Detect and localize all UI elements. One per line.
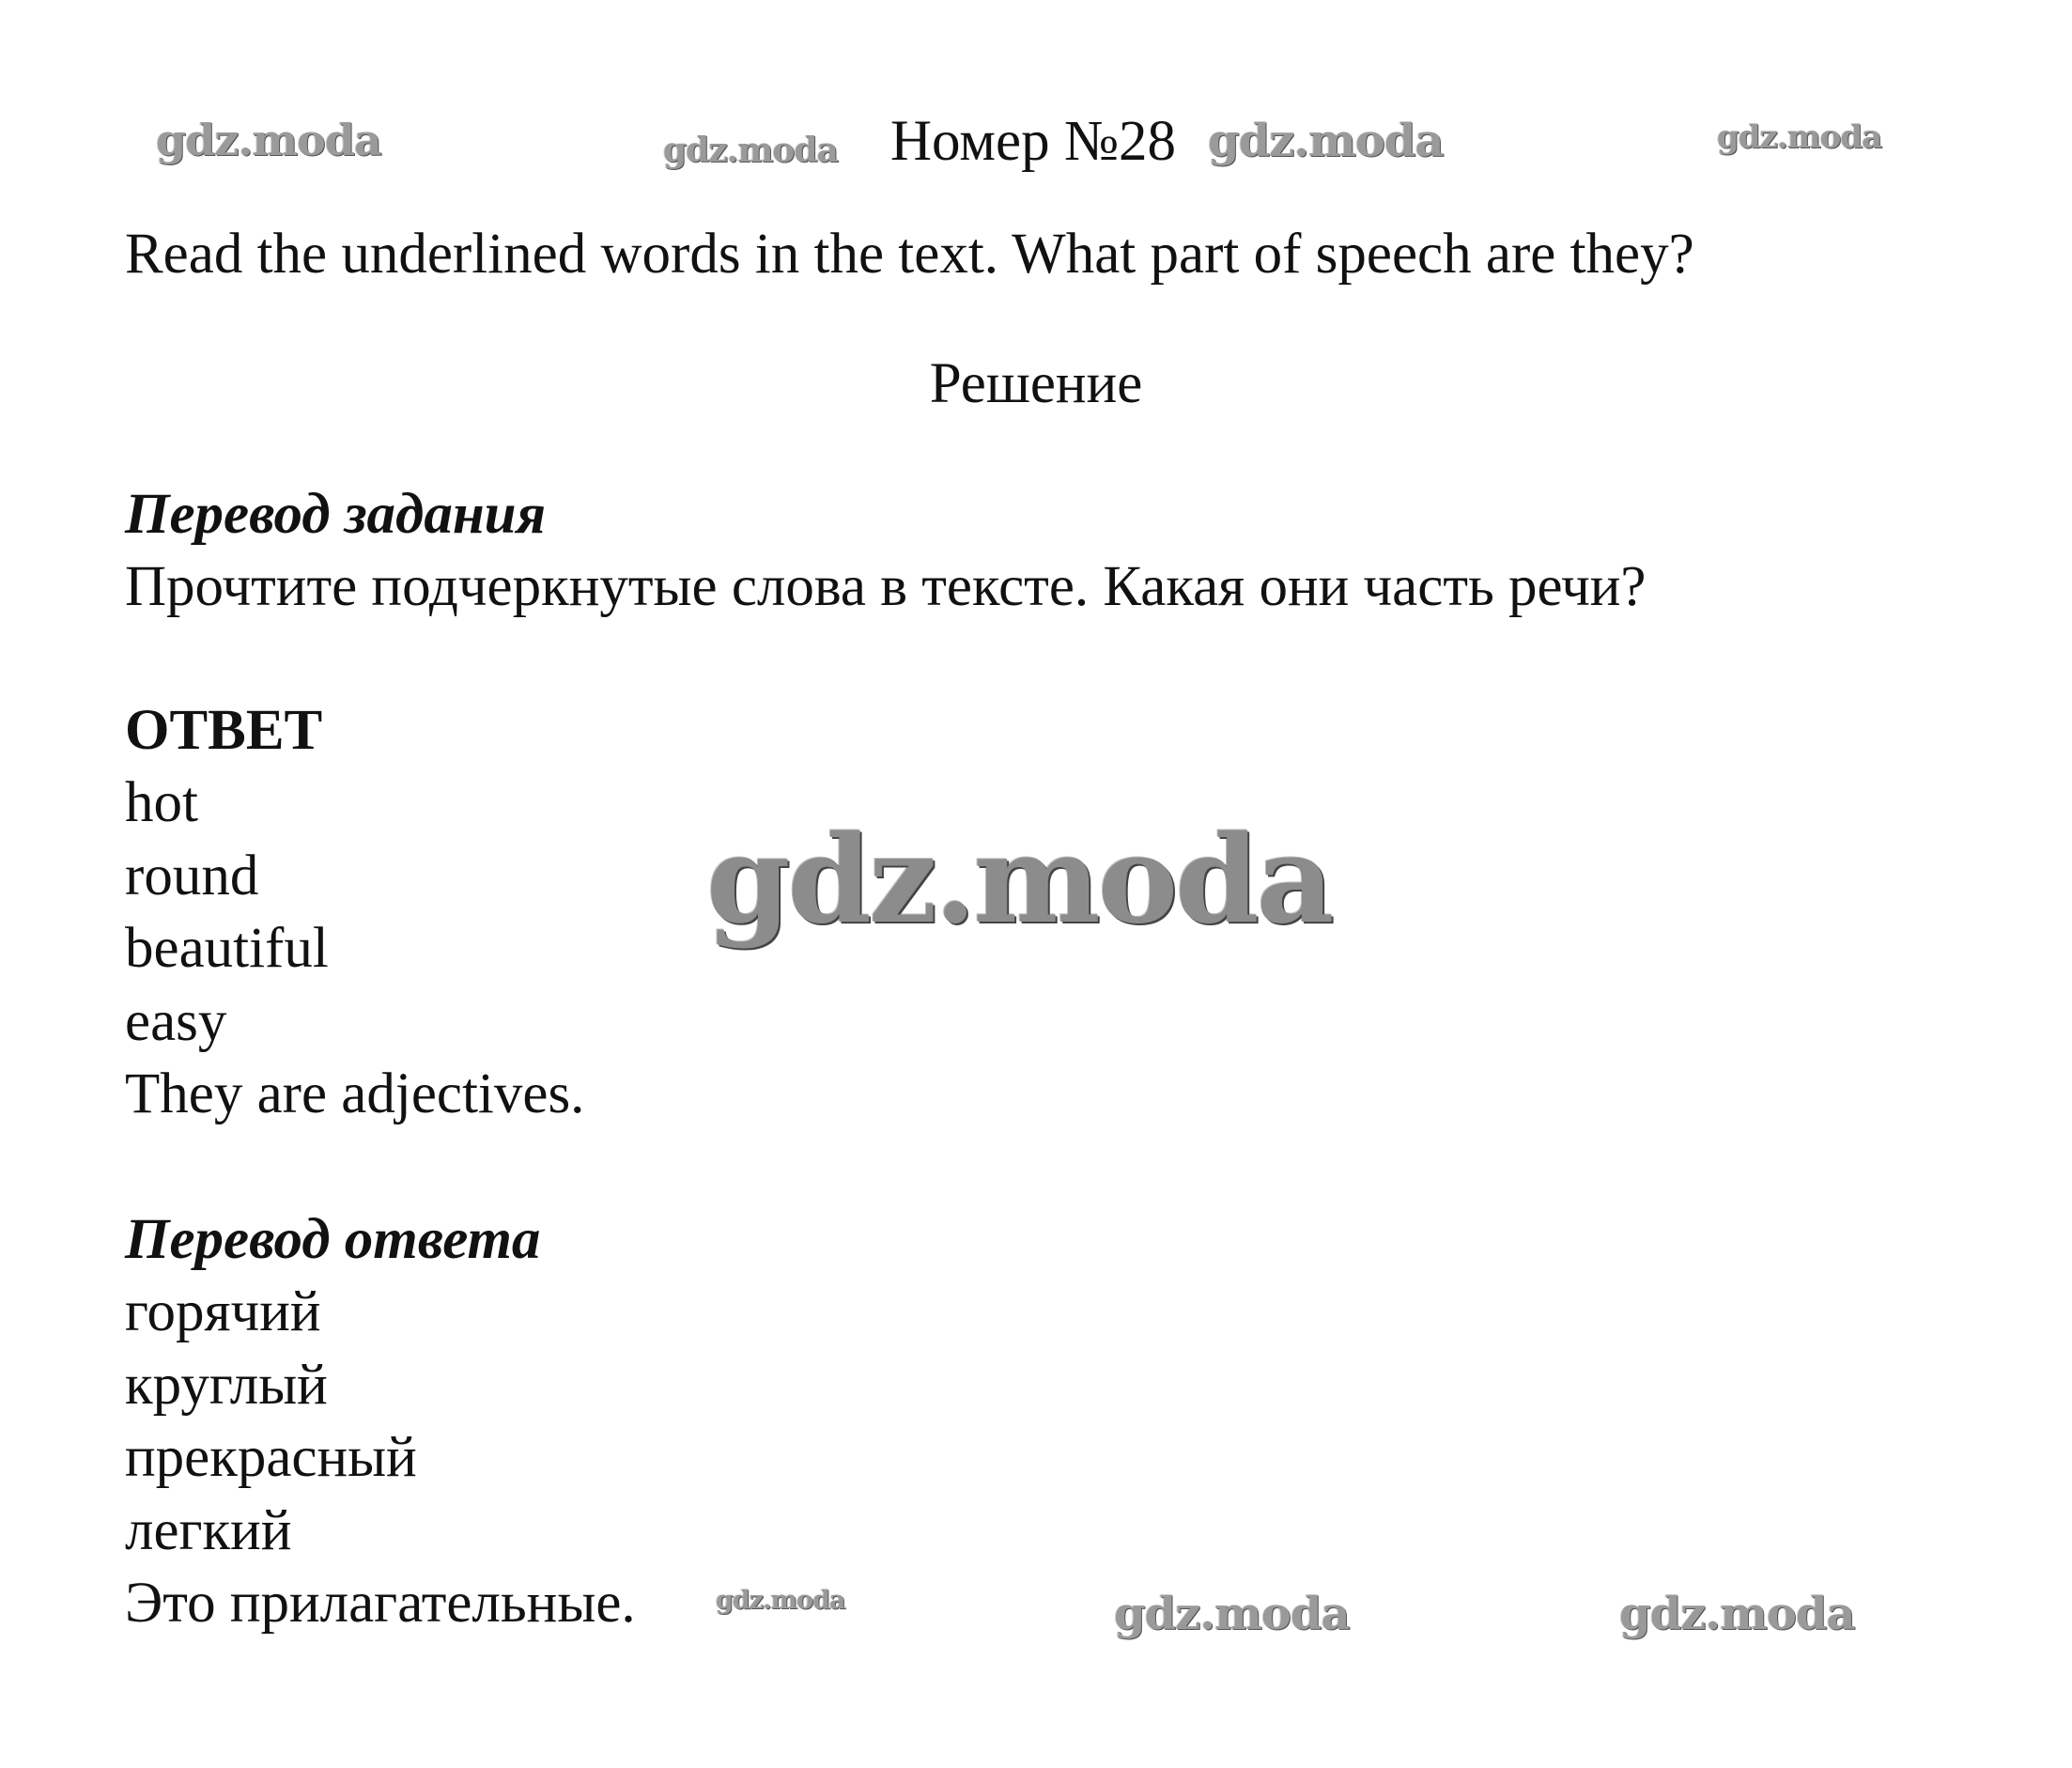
answer-line: beautiful (125, 917, 329, 980)
translation-answer-heading: Перевод ответа (125, 1208, 541, 1271)
answer-line: easy (125, 990, 227, 1053)
watermark: gdz.moda (1619, 1588, 1855, 1640)
page-title: Номер №28 (890, 110, 1177, 173)
translation-answer-line: Это прилагательные. (125, 1572, 636, 1635)
solution-label: Решение (929, 352, 1143, 415)
answer-line: They are adjectives. (125, 1062, 585, 1125)
watermark: gdz.moda (706, 810, 1332, 951)
watermark: gdz.moda (663, 131, 838, 170)
watermark: gdz.moda (1114, 1588, 1350, 1640)
answer-line: hot (125, 771, 198, 834)
translation-answer-line: горячий (125, 1280, 321, 1343)
translation-task-text: Прочтите подчеркнутые слова в тексте. Какая они часть речи? (125, 555, 1647, 618)
task-question: Read the underlined words in the text. What part of speech are they? (125, 223, 1694, 286)
watermark: gdz.moda (1717, 118, 1882, 156)
watermark: gdz.moda (1208, 115, 1444, 167)
translation-answer-line: прекрасный (125, 1426, 417, 1489)
translation-task-heading: Перевод задания (125, 483, 547, 546)
watermark: gdz.moda (156, 115, 381, 165)
translation-answer-line: легкий (125, 1499, 292, 1562)
answer-heading: ОТВЕТ (125, 699, 323, 762)
answer-line: round (125, 845, 259, 907)
translation-answer-line: круглый (125, 1354, 328, 1417)
watermark: gdz.moda (716, 1586, 845, 1615)
